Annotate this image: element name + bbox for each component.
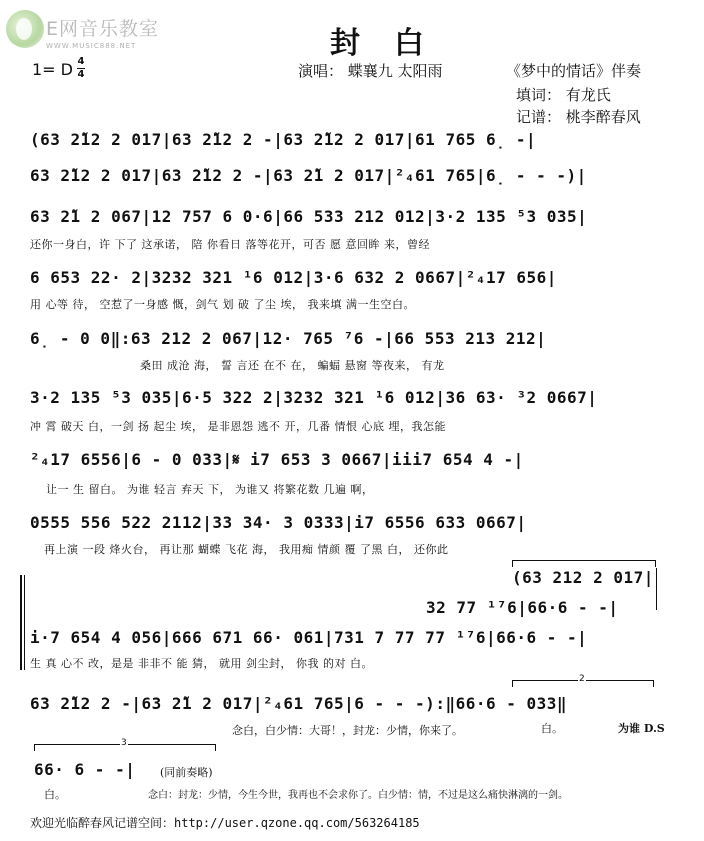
dal-segno-marker: 为谁 D.S: [618, 722, 665, 735]
logo-text: E网音乐教室: [46, 18, 160, 40]
footer-link: 欢迎光临醉春风记谱空间：http://user.qzone.qq.com/563264185: [30, 816, 420, 830]
lyric-end: 白。: [541, 722, 563, 735]
lyric-line: 桑田 成沧 海， 誓 言还 在不 在， 蝙蝠 悬窗 等夜来， 有龙: [140, 359, 445, 372]
notation-row: 32 77 ¹⁷6|66·6 - -|: [426, 598, 619, 617]
notation-row: (63 2̃12 2 017|63 2̃12 2 -|63 2̃12 2 017|61 765 6̣ -|: [30, 130, 537, 149]
notation-row: 3·2 135 ⁵3 035|6·5 322 2|3232 321 ¹6 012|36 63· ³2 0667|: [30, 388, 598, 407]
tuplet-number: 3: [121, 738, 127, 748]
intro-repeat-note: (同前奏略): [160, 766, 213, 779]
notation-row: (63 212 2 017|: [512, 568, 654, 587]
time-signature-bottom: 4: [77, 69, 85, 80]
time-signature-top: 4: [77, 56, 85, 67]
key-signature: 1= D: [32, 60, 73, 79]
notation-row: ²₄17 6556|6 - 0 033|𝄋 i7 653 3 0667|iii7 654 4 -|: [30, 450, 524, 469]
logo-url: WWW.MUSIC888.NET: [46, 42, 137, 50]
lyricist: 填词： 有龙氏: [516, 86, 611, 104]
notation-row: 63 2̃12 2 -|63 2̃1 2 017|²₄61 765|6 - - -):‖66·6 - 033‖: [30, 694, 568, 713]
spoken-dialogue-2: 念白：封龙：少情，今生今世，我再也不会求你了。白少情：情，不过是这么痛快淋漓的一剑。: [148, 790, 568, 801]
notation-row: 0555 556 522 2112|33 34· 3 0333|i7 6556 633 0667|: [30, 513, 527, 532]
lyric-line: 还你一身白，许 下了 这承诺， 陪 你看日 落等花开，可否 愿 意回眸 来，曾经: [30, 238, 430, 251]
notation-row: 6 653 22· 2|3232 321 ¹6 012|3·6 632 2 0667|²₄17 656|: [30, 268, 557, 287]
singers: 演唱： 蝶襄九 太阳雨: [298, 62, 443, 80]
song-title: 封白: [330, 26, 458, 61]
logo-globe-icon: [6, 10, 44, 48]
notation-row: 63 2̃1 2 067|12 757 6 0·6|66 533 212 012|3·2 135 ⁵3 035|: [30, 207, 588, 226]
notation-row: 66· 6 - -|: [34, 760, 136, 779]
notation-row: i·7 654 4 056|666 671 66· 061|731 7 77 77 ¹⁷6|66·6 - -|: [30, 628, 588, 647]
system-bracket-thin: [24, 575, 25, 670]
transcriber: 记谱： 桃李醉春风: [516, 108, 641, 126]
site-logo: [6, 8, 176, 54]
lyric-line: 再上演 一段 烽火台， 再让那 蝴蝶 飞花 海， 我用痴 情颜 覆 了黑 白， 还你此: [44, 543, 449, 556]
source: 《梦中的情话》伴奏: [506, 62, 642, 80]
volta-number: 2: [579, 674, 585, 684]
notation-row: 6̣ - 0 0‖:63 212 2 067|12· 765 ⁷6 -|66 553 213 212|: [30, 329, 547, 348]
volta-bracket: [512, 560, 656, 567]
lyric-line: 用 心等 待， 空惹了一身感 慨，剑气 划 破 了尘 埃， 我来填 满一生空白。: [30, 298, 415, 311]
time-signature: [77, 57, 85, 80]
lyric-end-2: 白。: [44, 788, 66, 801]
lyric-line: 生 真 心不 改，是是 非非不 能 猜， 就用 剑尘封， 你我 的对 白。: [30, 657, 373, 670]
lyric-line: 冲 霄 破天 白，一剑 扬 起尘 埃， 是非恩怨 逃不 开，几番 情恨 心底 埋，我怎能: [30, 420, 446, 433]
spoken-dialogue: 念白，白少情：大哥！，封龙：少情，你来了。: [232, 724, 463, 737]
notation-row: 63 2̃12 2 017|63 2̃12 2 -|63 2̃1 2 017|²₄61 765|6̣ - - -)|: [30, 166, 587, 185]
lyric-line: 让一 生 留白。 为谁 轻言 弃天 下， 为谁又 将繁花数 几遍 啊，: [46, 483, 374, 496]
system-bracket: [20, 575, 22, 670]
barline: [656, 568, 657, 610]
